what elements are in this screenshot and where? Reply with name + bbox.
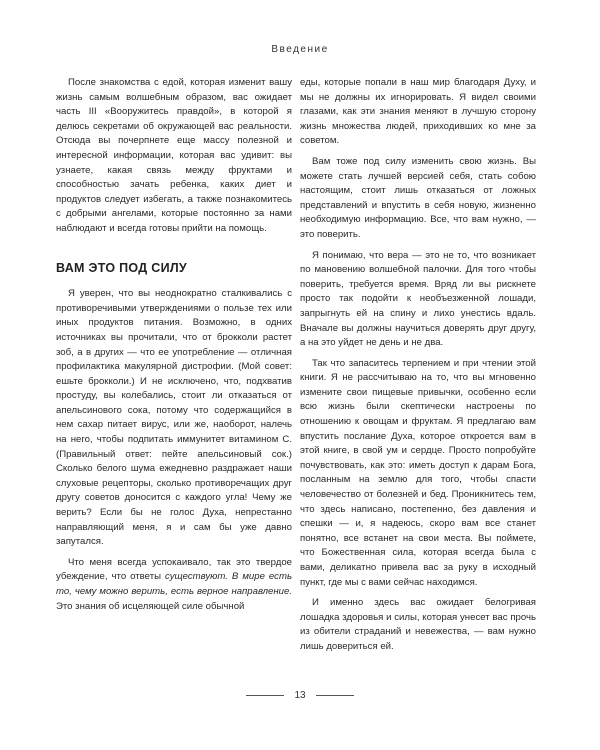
footer-rule-left (246, 695, 284, 696)
left-column (56, 76, 292, 620)
paragraph (56, 556, 292, 614)
text-span: Это знания об исцеляющей силе обычной (56, 600, 245, 612)
page-footer (0, 690, 600, 701)
text-span: Что меня всегда успокаивало, так это твердое убеждение, что ответы (56, 556, 292, 583)
paragraph: После знакомства с едой, которая изменит вашу жизнь самым волшебным образом, вас ожидает часть III «Вооружитесь правдой», в которой я делюсь секретами об окружающей вас реальности. Отсюда вы почерпнете еще массу полезной и интересной информации, которая вас удивит: вы узнаете, какая связь между фруктами и способностью зачать ребенка, каких диет и продуктов следует избегать, а также познакомитесь с добрыми ангелами, которые постоянно за нами наблюдают и всегда готовы прийти на помощь. (56, 77, 292, 234)
paragraph: еды, которые попали в наш мир благодаря Духу, и мы не должны их игнорировать. Я видел своими глазами, как эти знания меняют в лучшую сторону жизнь множества людей, приходивших ко мне за советом. (300, 77, 536, 147)
page-number: 13 (294, 690, 306, 701)
paragraph: Так что запаситесь терпением и при чтении этой книги. Я не рассчитываю на то, что вы мгновенно измените свои пищевые привычки, особенно если всю жизнь были скептически настроены по отношению к овощам и фруктам. Я предлагаю вам впустить послание Духа, которое откроется вам в этой книге, в свой ум и сердце. Просто попробуйте почувствовать, как это: иметь доступ к дарам Бога, посланным на землю для того, чтобы спасти человечество от болезней и бед. Проникнитесь тем, что здесь написано, постепенно, без давления и спешки — и, я надеюсь, скоро вам все станет понятно, все встанет на свои места. Вы поймете, что Божественная сила, которая всегда была с вами, деликатно привела вас за руку в исходный пункт, где мы с вами сейчас находимся. (300, 357, 536, 588)
footer-rule-right (316, 695, 354, 696)
running-header: Введение (271, 44, 329, 55)
italic-span: существуют. В мире есть то, чему можно верить, есть верное направление. (56, 571, 292, 597)
paragraph: Я понимаю, что вера — это не то, что возникает по мановению волшебной палочки. Для того чтобы поверить, требуется время. Вряд ли вы рискнете просто так подойти к необъезженной лошади, запрыгнуть ей на спину и лихо унестись вдаль. Вначале вы должны научиться доверять друг другу, а на это уйдет не день и не два. (300, 249, 536, 349)
paragraph: И именно здесь вас ожидает белогривая лошадка здоровья и силы, которая унесет вас прочь из обители страданий и невежества, — вам нужно лишь довериться ей. (300, 597, 536, 652)
section-heading: ВАМ ЭТО ПОД СИЛУ (56, 260, 188, 275)
paragraph: Я уверен, что вы неоднократно сталкивались с противоречивыми утверждениями о пользе тех или иных продуктов питания. Возможно, в одних источниках вы прочитали, что от брокколи растет зоб, а в других — что ее употребление — отличная профилактика макулярной дистрофии. (Мой совет: ешьте брокколи.) И не исключено, что, подхватив простуду, вы колебались, стоит ли отказаться от апельсинового сока, потому что содержащийся в нем сахар питает вирус, или же, наоборот, налечь на него, чтобы подпитать иммунитет витамином С. (Правильный ответ: пейте апельсиновый сок.) Сколько белого шума ежедневно раздражает наши слуховые рецепторы, сколько противоречащих друг другу советов доносится с каждого угла! Чему же верить? Если бы не голос Духа, непрестанно направляющий меня, я и сам бы уже давно запутался. (56, 288, 292, 548)
right-column (300, 76, 536, 661)
paragraph: Вам тоже под силу изменить свою жизнь. Вы можете стать лучшей версией себя, стать собою настоящим, стоит лишь отказаться от ложных представлений и впустить в себя новую, жизненно необходимую информацию. Все, что вам нужно, — это поверить. (300, 155, 536, 240)
